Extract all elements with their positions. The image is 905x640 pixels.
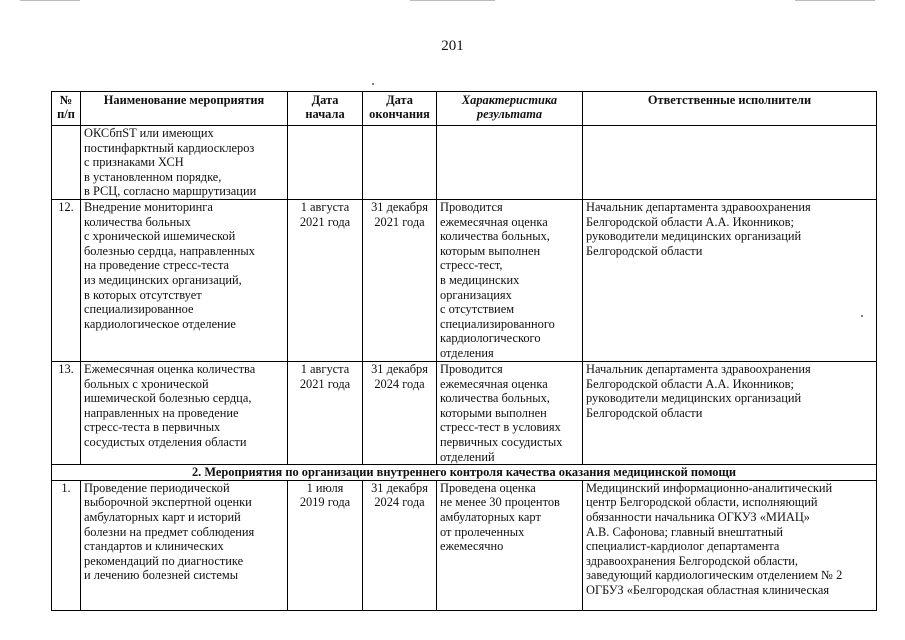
cell-line: Начальник департамента здравоохранения [586, 200, 811, 214]
event-name-cell [81, 126, 288, 200]
cell-line: руководители медицинских организаций [586, 229, 802, 244]
cell-line: 1 июля [306, 480, 344, 495]
cell-line: здравоохранения Белгородской области, [586, 553, 799, 568]
cell-line: сосудистых отделения области [84, 434, 247, 449]
cell-line: Проводится [440, 362, 503, 376]
end-date-cell [363, 362, 437, 465]
scan-edge-line-middle [410, 0, 495, 1]
cell-line: амбулаторных карт [440, 509, 541, 524]
cell-line: стресс-тест в условиях [440, 420, 561, 435]
cell-line: с признаками ХСН [84, 155, 184, 170]
header-responsible [583, 92, 877, 126]
table-row [52, 480, 877, 610]
cell-line: 2024 года [374, 495, 425, 510]
table-row [52, 126, 877, 200]
cell-line: и лечению болезней системы [84, 568, 239, 583]
cell-line: ОКСбпST или имеющих [84, 126, 214, 140]
header-result [437, 92, 583, 126]
cell-line: Белгородской области А.А. Иконников; [586, 214, 794, 229]
cell-line: заведующий кардиологическим отделением № 2 [586, 568, 843, 583]
row-number: 13. [52, 362, 81, 465]
result-cell [437, 362, 583, 465]
section-heading-row [52, 465, 877, 481]
cell-line: Начальник департамента здравоохранения [586, 362, 811, 376]
cell-line: 31 декабря [371, 200, 428, 214]
cell-line: с отсутствием [440, 302, 515, 317]
header-line: Дата [386, 93, 413, 107]
cell-line: Проведение периодической [84, 480, 230, 495]
cell-line: в медицинских [440, 272, 520, 287]
responsible-cell [583, 200, 877, 362]
events-table [51, 91, 877, 611]
start-date-cell [288, 362, 363, 465]
cell-line: 2021 года [299, 214, 351, 229]
cell-line: в которых отсутствует [84, 287, 202, 302]
event-name-cell [81, 362, 288, 465]
header-start-date [288, 92, 363, 126]
cell-line: ежемесячная оценка [440, 214, 548, 229]
cell-line: 31 декабря [371, 362, 428, 376]
cell-line: из медицинских организаций, [84, 272, 242, 287]
cell-line: рекомендаций по диагностике [84, 553, 244, 568]
header-line: Наименование мероприятия [103, 93, 265, 107]
cell-line: ежемесячно [440, 539, 504, 554]
cell-line: кардиологического [440, 331, 541, 346]
cell-line: организациях [440, 287, 512, 302]
responsible-cell [583, 362, 877, 465]
cell-line: ОГБУЗ «Белгородская областная клиническая [586, 582, 830, 597]
header-line: Характеристика [461, 93, 558, 107]
cell-line: А.В. Сафонова; главный внештатный [586, 524, 783, 539]
cell-line: количества больных, [440, 391, 550, 406]
row-number: 12. [52, 200, 81, 362]
end-date-cell [363, 480, 437, 610]
header-line: начала [305, 107, 345, 121]
cell-line: стресс-теста в первичных [84, 420, 221, 435]
cell-line: в установленном порядке, [84, 169, 222, 184]
cell-line: Ежемесячная оценка количества [84, 362, 256, 376]
responsible-cell [583, 126, 877, 200]
cell-line: Белгородской области А.А. Иконников; [586, 376, 794, 391]
page-number: 201 [441, 38, 464, 54]
header-event-name [81, 92, 288, 126]
header-line: результата [476, 107, 543, 121]
cell-line: от пролеченных [440, 524, 525, 539]
cell-line: специалист-кардиолог департамента [586, 539, 780, 554]
cell-line: ежемесячная оценка [440, 376, 548, 391]
cell-line: 2019 года [299, 495, 351, 510]
cell-line: в РСЦ, согласно маршрутизации [84, 184, 257, 199]
row-number [52, 126, 81, 200]
cell-line: больных с хронической [84, 376, 209, 391]
cell-line: специализированного [440, 316, 555, 331]
cell-line: кардиологическое отделение [84, 316, 236, 331]
cell-line: 2021 года [299, 376, 351, 391]
header-line: № [59, 93, 73, 107]
cell-line: количества больных, [440, 229, 550, 244]
table-row [52, 200, 877, 362]
end-date-cell [363, 126, 437, 200]
cell-line: Проводится [440, 200, 503, 214]
result-cell [437, 480, 583, 610]
cell-line: стандартов и клинических [84, 539, 224, 554]
cell-line: Внедрение мониторинга [84, 200, 213, 214]
cell-line: Медицинский информационно-аналитический [586, 480, 833, 495]
cell-line: отделений [440, 449, 495, 464]
cell-line: болезни на предмет соблюдения [84, 524, 255, 539]
cell-line: амбулаторных карт и историй [84, 509, 241, 524]
header-end-date [363, 92, 437, 126]
cell-line: постинфарктный кардиосклероз [84, 140, 255, 155]
scan-edge-line-left [20, 0, 80, 1]
cell-line: болезнью сердца, направленных [84, 243, 255, 258]
cell-line: 1 августа [300, 200, 350, 214]
header-line: п/п [57, 107, 75, 121]
result-cell [437, 200, 583, 362]
header-line: Ответственные исполнители [647, 93, 812, 107]
cell-line: 31 декабря [371, 480, 428, 495]
cell-line: обязанности начальника ОГКУЗ «МИАЦ» [586, 509, 810, 524]
cell-line: направленных на проведение [84, 405, 239, 420]
cell-line: центр Белгородской области, исполняющий [586, 495, 818, 510]
event-name-cell [81, 480, 288, 610]
header-line: окончания [369, 107, 430, 121]
cell-line: 2024 года [374, 376, 425, 391]
cell-line: которыми выполнен [440, 405, 547, 420]
cell-line: стресс-тест, [440, 258, 503, 273]
cell-line: Белгородской области [586, 405, 703, 420]
cell-line: отделения [440, 345, 494, 360]
cell-line: ишемической болезнью сердца, [84, 391, 252, 406]
cell-line: Белгородской области [586, 243, 703, 258]
cell-line: первичных сосудистых [440, 434, 563, 449]
event-name-cell [81, 200, 288, 362]
start-date-cell [288, 480, 363, 610]
result-cell [437, 126, 583, 200]
cell-line: 2021 года [374, 214, 425, 229]
start-date-cell [288, 126, 363, 200]
cell-line: которым выполнен [440, 243, 541, 258]
start-date-cell [288, 200, 363, 362]
responsible-cell [583, 480, 877, 610]
cell-line: Проведена оценка [440, 480, 536, 495]
header-number [52, 92, 81, 126]
table-header-row [52, 92, 877, 126]
cell-line: руководители медицинских организаций [586, 391, 802, 406]
table-row [52, 362, 877, 465]
header-line: Дата [311, 93, 339, 107]
section-heading: 2. Мероприятия по организации внутреннего контроля качества оказания медицинской помощи [52, 465, 877, 481]
cell-line: специализированное [84, 302, 194, 317]
scan-speck [372, 83, 374, 85]
cell-line: выборочной экспертной оценки [84, 495, 252, 510]
cell-line: 1 августа [300, 362, 350, 376]
cell-line: с хронической ишемической [84, 229, 236, 244]
cell-line: не менее 30 процентов [440, 495, 560, 510]
cell-line: количества больных [84, 214, 191, 229]
row-number: 1. [52, 480, 81, 610]
cell-line: на проведение стресс-теста [84, 258, 230, 273]
scan-edge-line-right [795, 0, 875, 1]
end-date-cell [363, 200, 437, 362]
